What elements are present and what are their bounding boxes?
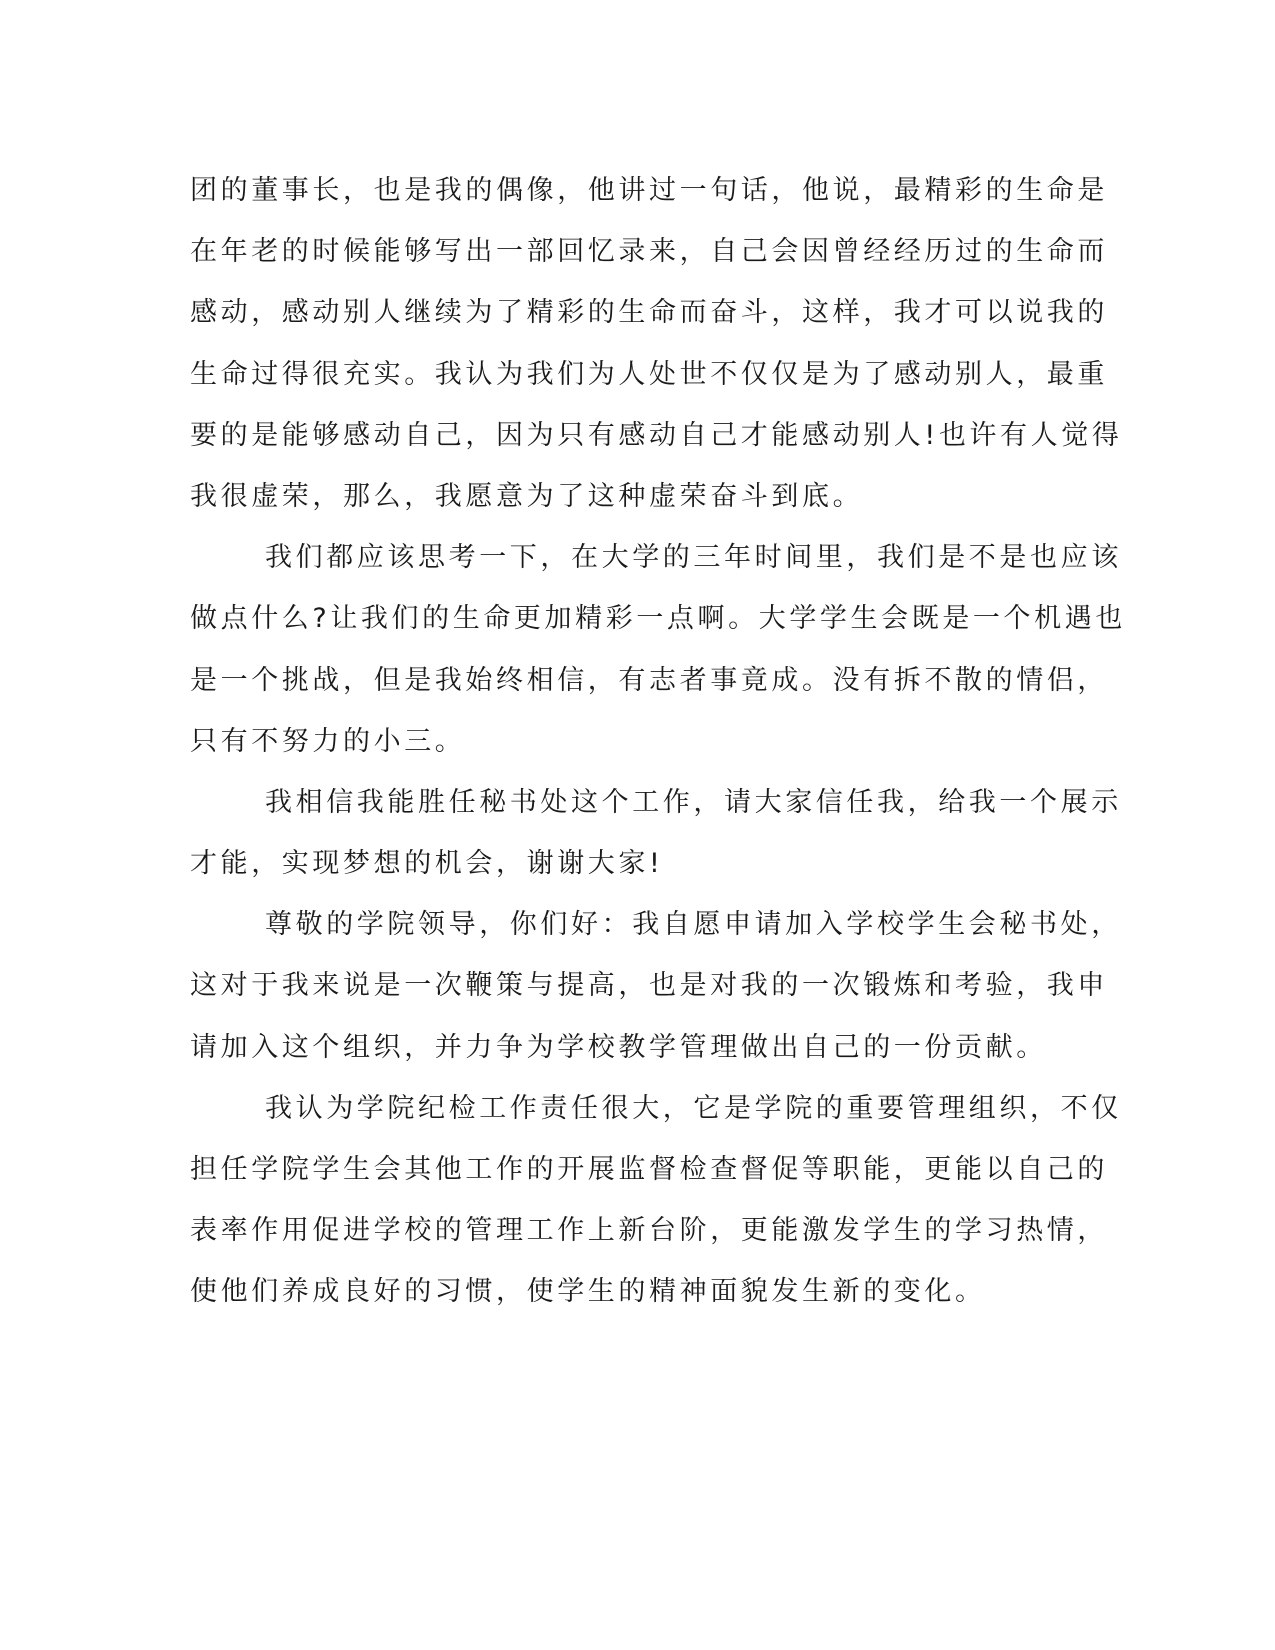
text-line: 我很虚荣，那么，我愿意为了这种虚荣奋斗到底。 — [190, 480, 864, 512]
text-line: 我认为学院纪检工作责任很大，它是学院的重要管理组织，不仅 — [265, 1092, 1122, 1124]
paragraph-1 — [190, 160, 1123, 527]
paragraph-3 — [190, 772, 1122, 894]
text-line: 尊敬的学院领导，你们好：我自愿申请加入学校学生会秘书处， — [265, 909, 1122, 941]
text-line: 请加入这个组织，并力争为学校教学管理做出自己的一份贡献。 — [190, 1031, 1047, 1063]
text-line: 担任学院学生会其他工作的开展监督检查督促等职能，更能以自己的 — [190, 1154, 1108, 1185]
paragraph-2 — [190, 527, 1126, 772]
text-line: 这对于我来说是一次鞭策与提高，也是对我的一次锻炼和考验，我申 — [190, 970, 1108, 1002]
text-line: 团的董事长，也是我的偶像，他讲过一句话，他说，最精彩的生命是 — [190, 175, 1108, 206]
text-line: 做点什么?让我们的生命更加精彩一点啊。大学学生会既是一个机遇也 — [190, 603, 1126, 635]
text-line: 生命过得很充实。我认为我们为人处世不仅仅是为了感动别人，最重 — [190, 358, 1108, 390]
text-line: 是一个挑战，但是我始终相信，有志者事竟成。没有拆不散的情侣， — [190, 664, 1108, 696]
text-line: 表率作用促进学校的管理工作上新台阶，更能激发学生的学习热情， — [190, 1215, 1108, 1247]
text-line: 要的是能够感动自己，因为只有感动自己才能感动别人!也许有人觉得 — [190, 419, 1123, 451]
text-line: 我相信我能胜任秘书处这个工作，请大家信任我，给我一个展示 — [265, 786, 1122, 818]
text-line: 感动，感动别人继续为了精彩的生命而奋斗，这样，我才可以说我的 — [190, 297, 1108, 329]
text-line: 使他们养成良好的习惯，使学生的精神面貌发生新的变化。 — [190, 1276, 986, 1308]
text-line: 在年老的时候能够写出一部回忆录来，自己会因曾经经历过的生命而 — [190, 236, 1108, 268]
text-line: 我们都应该思考一下，在大学的三年时间里，我们是不是也应该 — [265, 542, 1122, 574]
text-line: 才能，实现梦想的机会，谢谢大家! — [190, 848, 664, 880]
text-line: 只有不努力的小三。 — [190, 725, 466, 757]
paragraph-5 — [190, 1078, 1122, 1323]
document-body — [190, 160, 1126, 1323]
paragraph-4 — [190, 894, 1122, 1078]
